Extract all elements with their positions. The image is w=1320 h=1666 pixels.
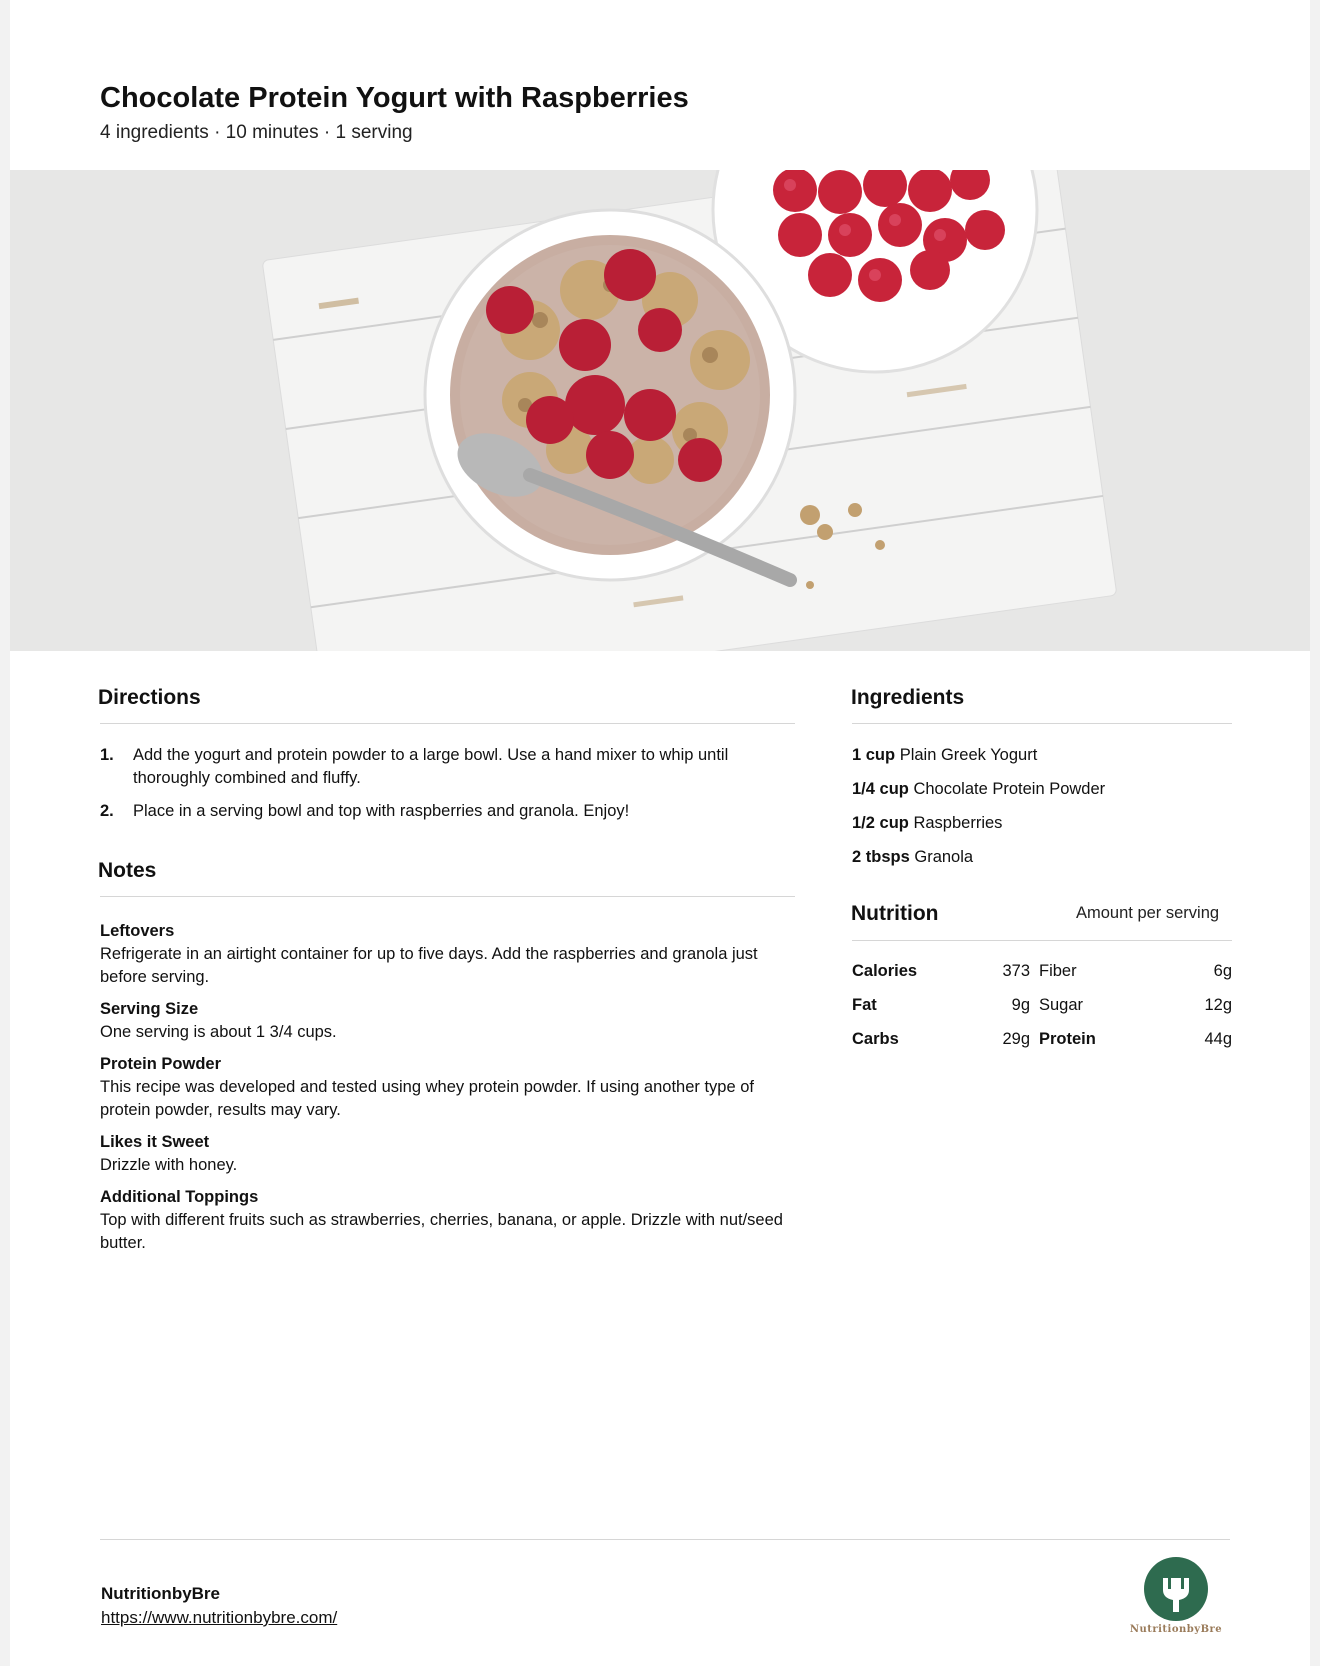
footer-brand: NutritionbyBre (101, 1584, 220, 1603)
ingredient-item (852, 846, 1105, 869)
fork-leaf-logo-icon (1116, 1556, 1236, 1622)
directions-divider (100, 723, 795, 724)
notes-divider (100, 896, 795, 897)
nutrition-row (852, 996, 1232, 1030)
nutrient-label: Fat (852, 996, 877, 1014)
note-title: Additional Toppings (100, 1188, 259, 1206)
note-title: Leftovers (100, 922, 175, 940)
recipe-page (10, 0, 1310, 1666)
ingredient-name: Raspberries (913, 814, 1003, 832)
ingredient-name: Granola (914, 848, 974, 866)
brand-logo (1116, 1556, 1236, 1636)
note-item (100, 1131, 800, 1177)
notes-heading: Notes (98, 859, 157, 882)
nutrient-label: Fiber (1039, 962, 1077, 980)
nutrition-row (852, 962, 1232, 996)
ingredients-heading: Ingredients (851, 686, 965, 709)
directions-list (100, 744, 790, 833)
ingredient-name: Chocolate Protein Powder (913, 780, 1106, 798)
nutrient-label: Protein (1039, 1030, 1096, 1048)
footer-website-link[interactable]: https://www.nutritionbybre.com/ (101, 1608, 338, 1627)
ingredient-amount: 1/2 cup (852, 814, 909, 832)
nutrient-value: 6g (1213, 962, 1232, 980)
note-item (100, 920, 800, 989)
note-title: Likes it Sweet (100, 1133, 210, 1151)
note-item (100, 998, 800, 1044)
step-number: 1. (100, 746, 114, 764)
nutrition-table (852, 962, 1232, 1064)
footer-divider (100, 1539, 1230, 1540)
note-text: This recipe was developed and tested using whey protein powder. If using another type of protein powder, results may vary. (100, 1078, 754, 1119)
nutrient-value: 29g (1002, 1030, 1030, 1048)
nutrient-value: 44g (1204, 1030, 1232, 1048)
nutrient-label: Calories (852, 962, 918, 980)
amount-per-serving: Amount per serving (1076, 904, 1220, 922)
ingredient-item (852, 778, 1105, 801)
nutrition-heading: Nutrition (851, 902, 939, 925)
note-title: Serving Size (100, 1000, 199, 1018)
ingredient-item (852, 812, 1105, 835)
ingredient-name: Plain Greek Yogurt (899, 746, 1038, 764)
direction-step (100, 744, 790, 790)
note-title: Protein Powder (100, 1055, 222, 1073)
ingredient-amount: 1/4 cup (852, 780, 909, 798)
nutrition-divider (852, 940, 1232, 941)
note-text: One serving is about 1 3/4 cups. (100, 1023, 337, 1041)
recipe-title: Chocolate Protein Yogurt with Raspberries (100, 82, 689, 114)
nutrient-label: Carbs (852, 1030, 899, 1048)
note-text: Drizzle with honey. (100, 1156, 238, 1174)
note-text: Top with different fruits such as strawberries, cherries, banana, or apple. Drizzle with nut/seed butter. (100, 1211, 783, 1252)
notes-list (100, 920, 800, 1264)
ingredients-divider (852, 723, 1232, 724)
logo-text: NutritionbyBre (1129, 1624, 1223, 1635)
recipe-meta: 4 ingredients · 10 minutes · 1 serving (100, 122, 413, 143)
note-item (100, 1186, 800, 1255)
ingredient-amount: 1 cup (852, 746, 896, 764)
nutrient-value: 12g (1204, 996, 1232, 1014)
step-text: Add the yogurt and protein powder to a large bowl. Use a hand mixer to whip until thoroughly combined and fluffy. (133, 746, 729, 787)
ingredient-amount: 2 tbsps (852, 848, 910, 866)
nutrient-value: 9g (1011, 996, 1030, 1014)
directions-heading: Directions (98, 686, 201, 709)
nutrient-label: Sugar (1039, 996, 1084, 1014)
step-text: Place in a serving bowl and top with raspberries and granola. Enjoy! (133, 802, 630, 820)
step-number: 2. (100, 802, 114, 820)
note-item (100, 1053, 800, 1122)
yogurt-bowl-photo-icon (10, 170, 1310, 651)
recipe-photo (10, 170, 1310, 651)
nutrient-value: 373 (1002, 962, 1030, 980)
direction-step (100, 800, 790, 823)
ingredients-list (852, 744, 1105, 880)
note-text: Refrigerate in an airtight container for up to five days. Add the raspberries and granola just before serving. (100, 945, 758, 986)
ingredient-item (852, 744, 1105, 767)
nutrition-row (852, 1030, 1232, 1064)
